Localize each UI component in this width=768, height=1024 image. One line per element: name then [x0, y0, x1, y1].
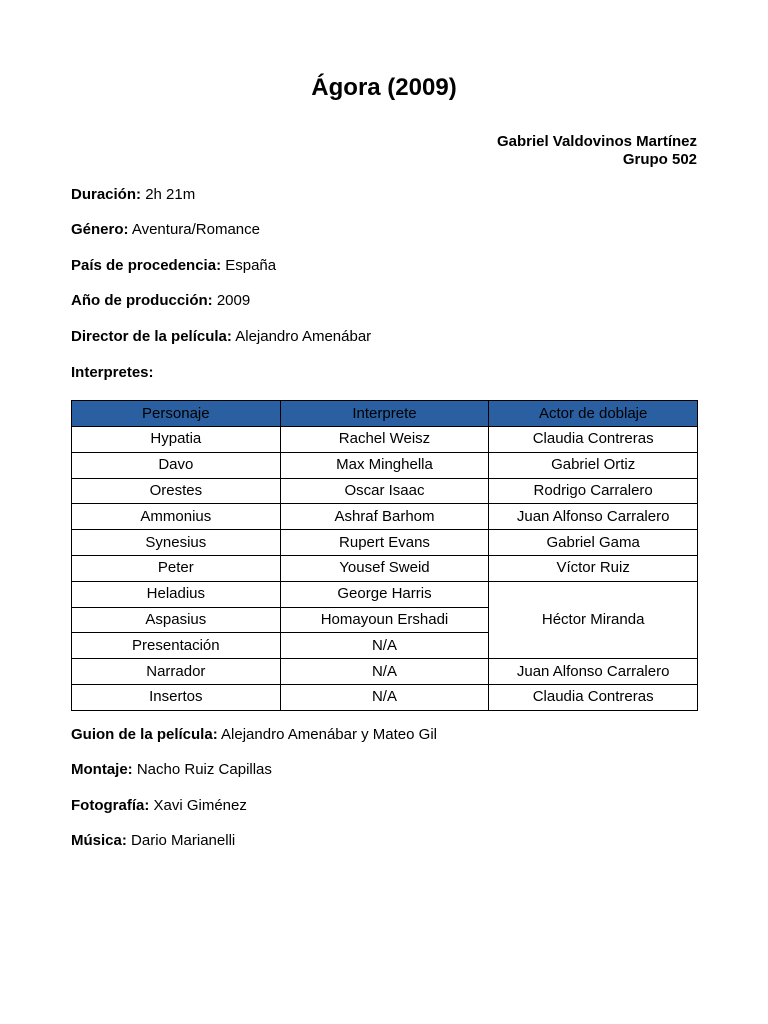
field-label: Director de la película: [71, 328, 232, 345]
table-cell: Rodrigo Carralero [489, 478, 698, 504]
column-header-interprete: Interprete [280, 401, 489, 427]
field-guion [71, 726, 437, 744]
table-cell: N/A [280, 633, 489, 659]
table-cell: Orestes [72, 478, 281, 504]
field-director [71, 328, 371, 346]
field-duracion [71, 186, 195, 204]
field-value: Nacho Ruiz Capillas [136, 761, 272, 778]
column-header-actor-doblaje: Actor de doblaje [489, 401, 698, 427]
field-value: Alejandro Amenábar [235, 328, 372, 345]
table-cell: Oscar Isaac [280, 478, 489, 504]
field-value: Dario Marianelli [131, 832, 236, 849]
field-value: España [225, 257, 277, 274]
table-row [72, 427, 698, 453]
field-value: Alejandro Amenábar y Mateo Gil [221, 726, 437, 743]
table-header-row [72, 401, 698, 427]
author-name: Gabriel Valdovinos Martínez [496, 133, 697, 150]
field-interpretes [71, 364, 154, 382]
field-montaje [71, 761, 272, 779]
author-block [497, 133, 697, 169]
table-cell: Juan Alfonso Carralero [489, 659, 698, 685]
table-row [72, 452, 698, 478]
field-value: Xavi Giménez [153, 797, 247, 814]
table-cell: Rachel Weisz [280, 427, 489, 453]
table-cell: Peter [72, 555, 281, 581]
table-cell: Davo [72, 452, 281, 478]
field-label: Género: [71, 221, 129, 238]
table-row [72, 581, 698, 607]
field-label: Año de producción: [71, 292, 213, 309]
field-label: Guion de la película: [71, 726, 218, 743]
table-cell: Víctor Ruiz [489, 555, 698, 581]
table-cell: Gabriel Ortiz [489, 452, 698, 478]
field-label: Montaje: [71, 761, 133, 778]
author-group: Grupo 502 [622, 151, 697, 168]
table-row [72, 530, 698, 556]
table-cell: Presentación [72, 633, 281, 659]
table-cell: Ashraf Barhom [280, 504, 489, 530]
table-cell: Hypatia [72, 427, 281, 453]
table-cell: Synesius [72, 530, 281, 556]
table-cell: Yousef Sweid [280, 555, 489, 581]
table-row [72, 684, 698, 710]
cast-table [71, 400, 698, 711]
table-cell: Ammonius [72, 504, 281, 530]
field-value: Aventura/Romance [131, 221, 260, 238]
table-row [72, 659, 698, 685]
field-label: Interpretes: [71, 364, 154, 381]
table-row [72, 555, 698, 581]
table-cell: Heladius [72, 581, 281, 607]
table-cell: Claudia Contreras [489, 684, 698, 710]
table-cell: Insertos [72, 684, 281, 710]
table-cell-merged: Héctor Miranda [489, 581, 698, 658]
table-cell: Aspasius [72, 607, 281, 633]
field-pais [71, 257, 276, 275]
table-cell: Juan Alfonso Carralero [489, 504, 698, 530]
table-cell: Claudia Contreras [489, 427, 698, 453]
table-cell: Max Minghella [280, 452, 489, 478]
field-label: País de procedencia: [71, 257, 222, 274]
document-title: Ágora (2009) [311, 74, 457, 101]
field-value: 2h 21m [145, 186, 196, 203]
table-row [72, 504, 698, 530]
column-header-personaje: Personaje [72, 401, 281, 427]
table-cell: N/A [280, 659, 489, 685]
table-row [72, 478, 698, 504]
field-label: Fotografía: [71, 797, 150, 814]
field-fotografia [71, 797, 247, 815]
table-cell: Rupert Evans [280, 530, 489, 556]
field-genero [71, 221, 260, 239]
table-cell: Gabriel Gama [489, 530, 698, 556]
field-label: Duración: [71, 186, 142, 203]
table-cell: N/A [280, 684, 489, 710]
field-label: Música: [71, 832, 127, 849]
field-anio [71, 292, 250, 310]
table-cell: Homayoun Ershadi [280, 607, 489, 633]
field-musica [71, 832, 235, 850]
table-cell: George Harris [280, 581, 489, 607]
table-cell: Narrador [72, 659, 281, 685]
field-value: 2009 [216, 292, 251, 309]
